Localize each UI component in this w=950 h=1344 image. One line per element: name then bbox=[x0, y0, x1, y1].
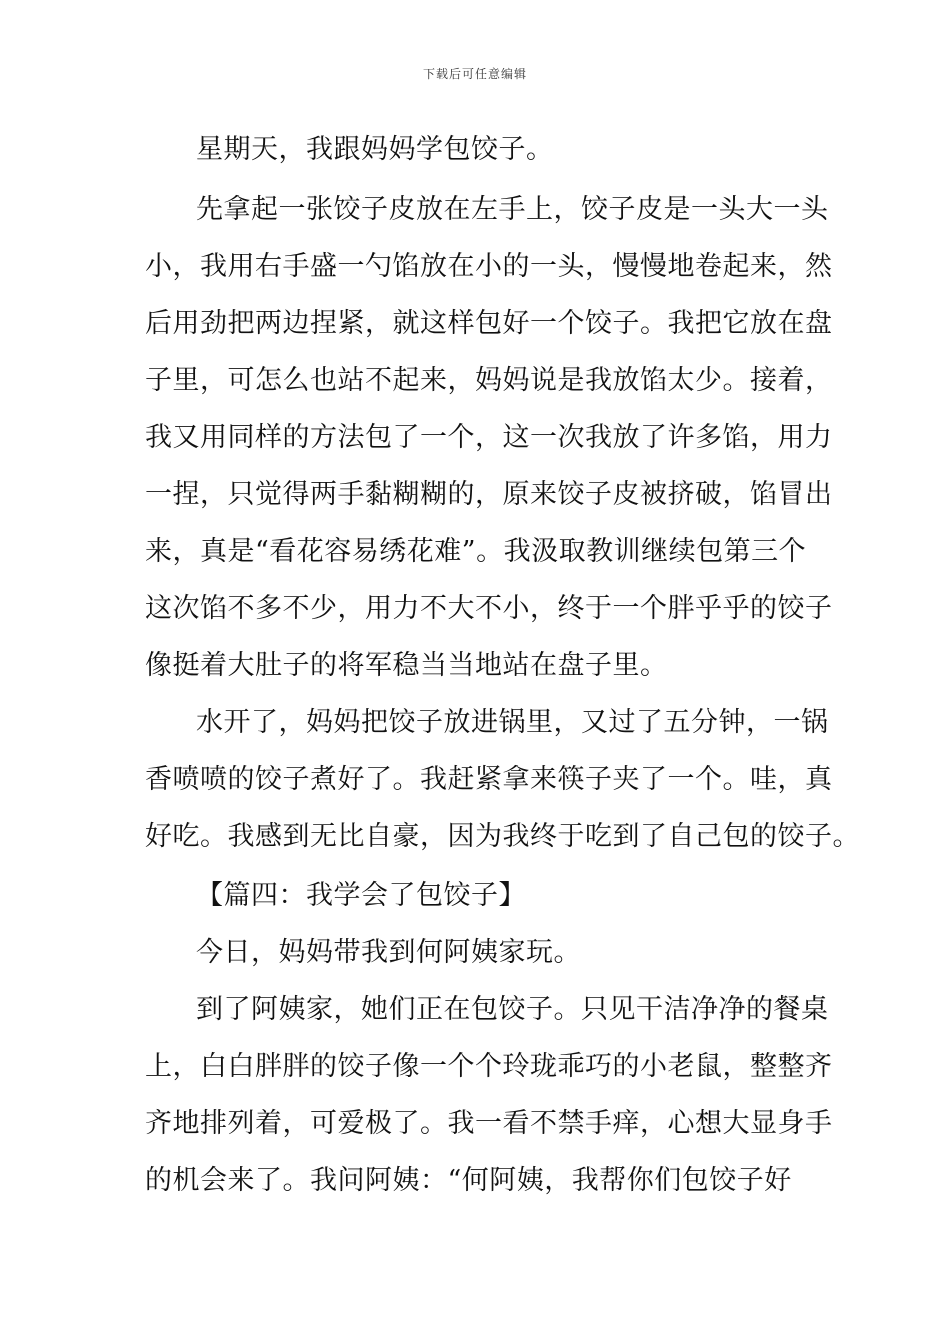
paragraph-line: 好吃。我感到无比自豪，因为我终于吃到了自己包的饺子。 bbox=[145, 821, 860, 852]
paragraph-line: 星期天，我跟妈妈学包饺子。 bbox=[196, 134, 554, 165]
paragraph-line: 我又用同样的方法包了一个，这一次我放了许多馅，用力 bbox=[145, 422, 833, 453]
paragraph-line: 这次馅不多不少，用力不大不小，终于一个胖乎乎的饺子 bbox=[145, 593, 833, 624]
paragraph-line: 来，真是“看花容易绣花难”。我汲取教训继续包第三个 bbox=[145, 536, 807, 567]
paragraph-line: 一捏，只觉得两手黏糊糊的，原来饺子皮被挤破，馅冒出 bbox=[145, 479, 833, 510]
paragraph-line: 像挺着大肚子的将军稳当当地站在盘子里。 bbox=[145, 650, 668, 681]
paragraph-line: 子里，可怎么也站不起来，妈妈说是我放馅太少。接着， bbox=[145, 365, 833, 396]
paragraph-line: 的机会来了。我问阿姨：“何阿姨，我帮你们包饺子好 bbox=[145, 1165, 792, 1196]
paragraph-line: 水开了，妈妈把饺子放进锅里，又过了五分钟，一锅 bbox=[196, 707, 829, 738]
paragraph-line: 上，白白胖胖的饺子像一个个玲珑乖巧的小老鼠，整整齐 bbox=[145, 1051, 833, 1082]
paragraph-line: 齐地排列着，可爱极了。我一看不禁手痒，心想大显身手 bbox=[145, 1108, 833, 1139]
paragraph-line: 到了阿姨家，她们正在包饺子。只见干洁净净的餐桌 bbox=[196, 994, 829, 1025]
paragraph-line: 小，我用右手盛一勺馅放在小的一头，慢慢地卷起来，然 bbox=[145, 251, 833, 282]
paragraph-line: 香喷喷的饺子煮好了。我赶紧拿来筷子夹了一个。哇，真 bbox=[145, 764, 833, 795]
paragraph-line: 今日，妈妈带我到何阿姨家玩。 bbox=[196, 937, 581, 968]
header-note: 下载后可任意编辑 bbox=[422, 67, 527, 81]
paragraph-line: 后用劲把两边捏紧，就这样包好一个饺子。我把它放在盘 bbox=[145, 308, 833, 339]
paragraph-line: 先拿起一张饺子皮放在左手上，饺子皮是一头大一头 bbox=[196, 194, 829, 225]
section-heading: 【篇四：我学会了包饺子】 bbox=[196, 880, 526, 911]
